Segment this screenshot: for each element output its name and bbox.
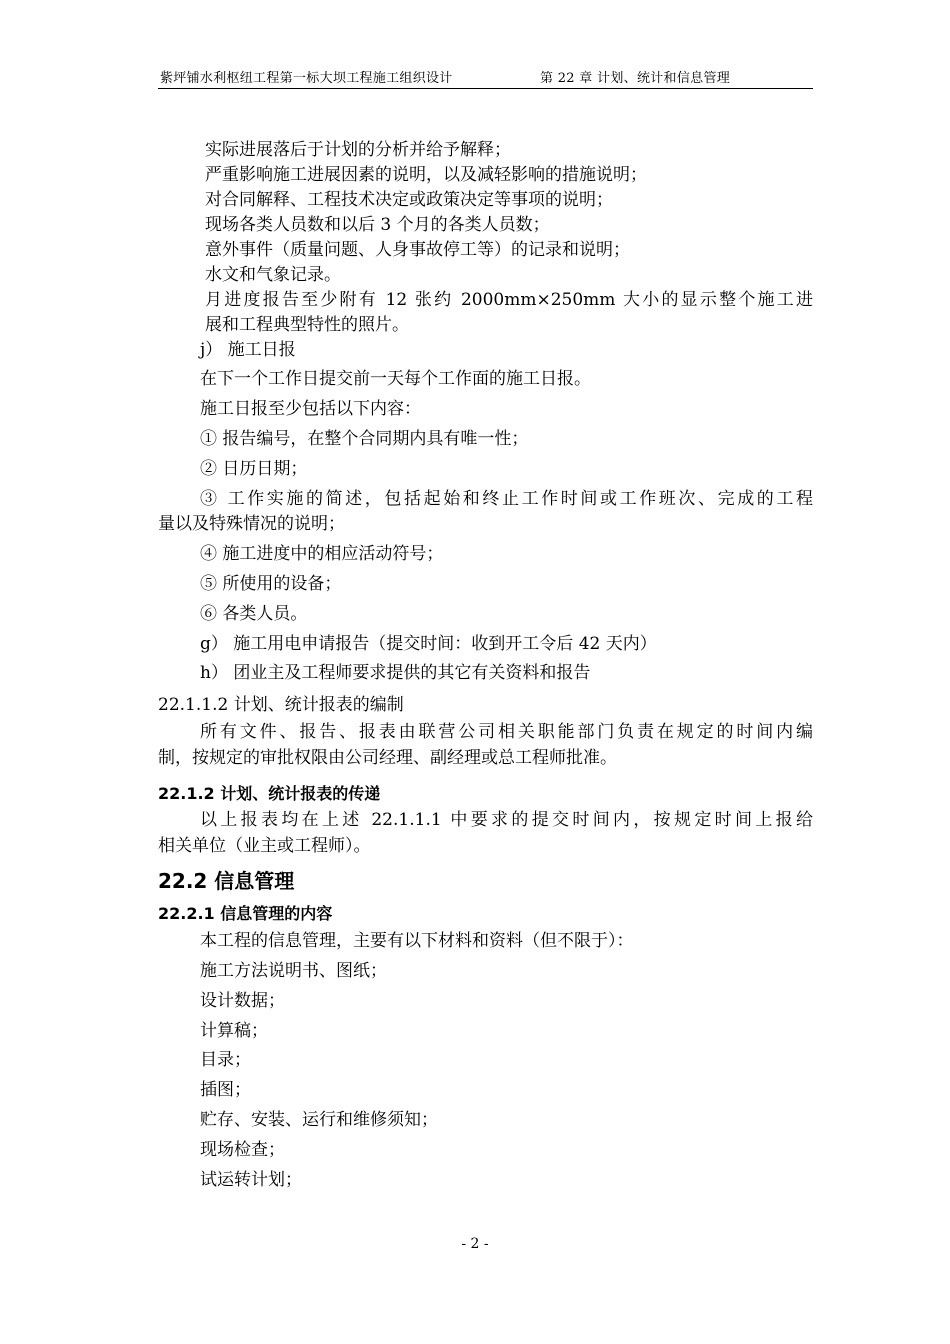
- paragraph: 本工程的信息管理，主要有以下材料和资料（但不限于）：: [200, 931, 634, 951]
- section-heading: 22.1.2 计划、统计报表的传递: [158, 784, 381, 803]
- paragraph: 展和工程典型特性的照片。: [205, 315, 409, 335]
- list-item: 目录；: [200, 1050, 251, 1070]
- list-item: ④ 施工进度中的相应活动符号；: [200, 544, 444, 564]
- list-item: ⑤ 所使用的设备；: [200, 574, 342, 594]
- paragraph: 制，按规定的审批权限由公司经理、副经理或总工程师批准。: [158, 748, 617, 768]
- paragraph: 严重影响施工进展因素的说明，以及减轻影响的措施说明；: [205, 165, 647, 185]
- paragraph: 在下一个工作日提交前一天每个工作面的施工日报。: [200, 369, 591, 389]
- subsection-title: j） 施工日报: [200, 340, 296, 360]
- paragraph: 以上报表均在上述 22.1.1.1 中要求的提交时间内，按规定时间上报给: [200, 810, 813, 830]
- page-header: [158, 64, 813, 89]
- list-item: 插图；: [200, 1080, 251, 1100]
- list-item: 计算稿；: [200, 1021, 268, 1041]
- paragraph: 月进度报告至少附有 12 张约 2000mm×250mm 大小的显示整个施工进: [205, 290, 813, 310]
- header-project-title: 紫坪铺水利枢纽工程第一标大坝工程施工组织设计: [160, 71, 453, 86]
- list-item: 试运转计划；: [200, 1170, 302, 1190]
- paragraph: 水文和气象记录。: [205, 265, 341, 285]
- paragraph: 相关单位（业主或工程师）。: [158, 836, 371, 856]
- list-item: ② 日历日期；: [200, 459, 308, 479]
- list-item: 施工方法说明书、图纸；: [200, 961, 387, 981]
- list-item: 设计数据；: [200, 991, 285, 1011]
- list-item: ⑥ 各类人员。: [200, 604, 308, 624]
- paragraph: 现场各类人员数和以后 3 个月的各类人员数；: [205, 215, 550, 235]
- list-item: ③ 工作实施的简述，包括起始和终止工作时间或工作班次、完成的工程: [200, 489, 813, 509]
- list-item: ① 报告编号，在整个合同期内具有唯一性；: [200, 429, 529, 449]
- page-number: - 2 -: [461, 1236, 489, 1252]
- paragraph: 施工日报至少包括以下内容：: [200, 399, 421, 419]
- list-item: g） 施工用电申请报告（提交时间：收到开工令后 42 天内）: [200, 634, 657, 654]
- list-item: h） 团业主及工程师要求提供的其它有关资料和报告: [200, 663, 591, 683]
- paragraph: 意外事件（质量问题、人身事故停工等）的记录和说明；: [205, 240, 630, 260]
- section-heading: 22.2.1 信息管理的内容: [158, 904, 333, 923]
- paragraph: 对合同解释、工程技术决定或政策决定等事项的说明；: [205, 190, 613, 210]
- section-heading: 22.2 信息管理: [158, 869, 295, 893]
- list-item-continuation: 量以及特殊情况的说明；: [158, 514, 345, 534]
- header-chapter-title: 第 22 章 计划、统计和信息管理: [540, 71, 731, 86]
- paragraph: 所有文件、报告、报表由联营公司相关职能部门负责在规定的时间内编: [200, 722, 813, 742]
- list-item: 现场检查；: [200, 1140, 285, 1160]
- section-heading: 22.1.1.2 计划、统计报表的编制: [158, 695, 404, 715]
- list-item: 贮存、安装、运行和维修须知；: [200, 1110, 438, 1130]
- paragraph: 实际进展落后于计划的分析并给予解释；: [205, 140, 511, 160]
